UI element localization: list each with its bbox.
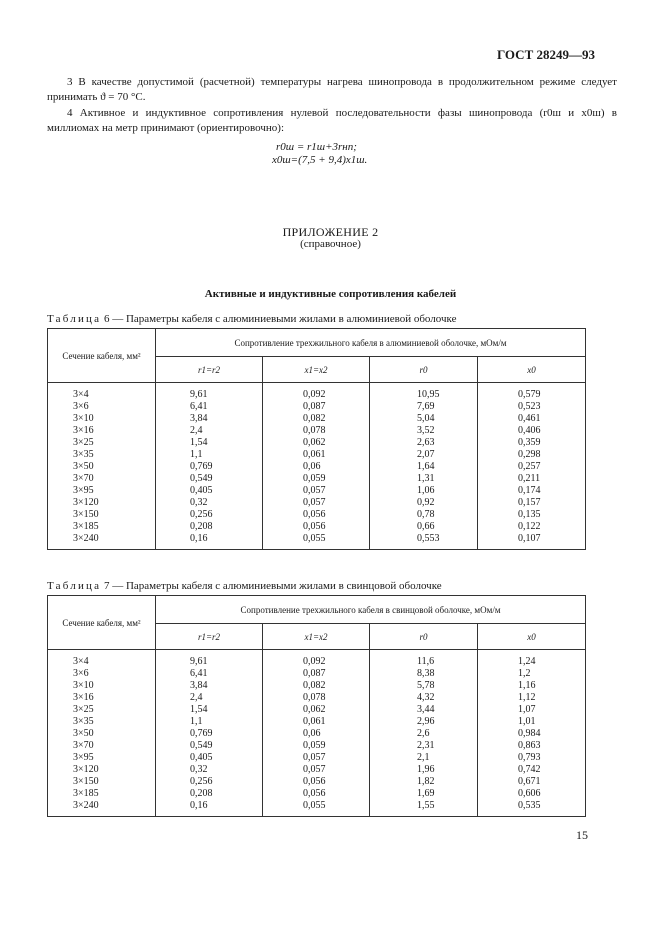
table-cell: 0,057	[303, 485, 326, 496]
table-cell: 3,84	[190, 413, 208, 424]
table-cell: 0,057	[303, 497, 326, 508]
table-cell: 1,1	[190, 449, 203, 460]
table-cell: 0,671	[518, 776, 541, 787]
table-cell: 0,742	[518, 764, 541, 775]
section-column-header: Сечение кабеля, мм²	[48, 329, 156, 383]
table-cell: 6,41	[190, 401, 208, 412]
formula-x0: x0ш=(7,5 + 9,4)x1ш.	[272, 154, 368, 166]
table-cell: 0,405	[190, 485, 213, 496]
table-7-caption-text: 7 — Параметры кабеля с алюминиевыми жилами в свинцовой оболочке	[103, 580, 442, 592]
r1-column	[156, 650, 263, 817]
table-cell: 1,12	[518, 692, 536, 703]
table-cell: 0,256	[190, 509, 213, 520]
col-r1-header: r1=r2	[156, 624, 263, 650]
table-cell: 3×95	[73, 752, 94, 763]
table-cell: 3×150	[73, 776, 99, 787]
table-cell: 1,2	[518, 668, 531, 679]
table-cell: 0,062	[303, 437, 326, 448]
table-cell: 0,16	[190, 800, 208, 811]
table-cell: 1,06	[417, 485, 435, 496]
table-cell: 3×4	[73, 656, 89, 667]
table-cell: 2,07	[417, 449, 435, 460]
table-cell: 2,4	[190, 692, 203, 703]
table-cell: 0,056	[303, 521, 326, 532]
table-cell: 3×25	[73, 704, 94, 715]
table-cell: 3×4	[73, 389, 89, 400]
col-r0-header: r0	[370, 357, 478, 383]
table-cell: 3×240	[73, 800, 99, 811]
table-cell: 0,061	[303, 449, 326, 460]
note-4: 4 Активное и индуктивное сопротивления нулевой последовательности фазы шинопровода (r0ш и x0ш) в миллиомах на метр принимают (ориентировочно):	[47, 107, 617, 134]
section-column	[48, 650, 156, 817]
table-cell: 0,549	[190, 740, 213, 751]
table-cell: 0,092	[303, 656, 326, 667]
table-cell: 5,04	[417, 413, 435, 424]
table-cell: 5,78	[417, 680, 435, 691]
table-cell: 0,298	[518, 449, 541, 460]
table-cell: 0,135	[518, 509, 541, 520]
table-cell: 0,208	[190, 788, 213, 799]
table-6	[47, 328, 586, 550]
table-cell: 1,69	[417, 788, 435, 799]
table-cell: 0,359	[518, 437, 541, 448]
table-cell: 0,208	[190, 521, 213, 532]
table-cell: 0,06	[303, 728, 321, 739]
table-6-caption	[47, 313, 456, 325]
table-cell: 0,92	[417, 497, 435, 508]
table-cell: 0,057	[303, 764, 326, 775]
col-x0-header: x0	[478, 357, 586, 383]
table-cell: 3×50	[73, 461, 94, 472]
table-cell: 0,461	[518, 413, 541, 424]
group-header: Сопротивление трехжильного кабеля в алюминиевой оболочке, мОм/м	[156, 329, 586, 357]
table-cell: 0,055	[303, 533, 326, 544]
table-cell: 3×6	[73, 668, 89, 679]
table-cell: 3×16	[73, 425, 94, 436]
formula-r0: r0ш = r1ш+3rнп;	[276, 141, 357, 153]
table-cell: 0,174	[518, 485, 541, 496]
table-cell: 4,32	[417, 692, 435, 703]
table-cell: 9,61	[190, 656, 208, 667]
table-cell: 3×70	[73, 740, 94, 751]
table-cell: 3,84	[190, 680, 208, 691]
table-cell: 0,606	[518, 788, 541, 799]
table-cell: 3×150	[73, 509, 99, 520]
table-cell: 3×35	[73, 449, 94, 460]
table-cell: 0,122	[518, 521, 541, 532]
table-6-caption-text: 6 — Параметры кабеля с алюминиевыми жилами в алюминиевой оболочке	[103, 313, 457, 325]
x0-column	[478, 383, 586, 550]
r1-column	[156, 383, 263, 550]
table-cell: 2,6	[417, 728, 430, 739]
table-cell: 0,056	[303, 776, 326, 787]
table-cell: 2,96	[417, 716, 435, 727]
document-code: ГОСТ 28249—93	[496, 47, 595, 62]
table-cell: 0,257	[518, 461, 541, 472]
table-cell: 0,32	[190, 764, 208, 775]
table-cell: 0,062	[303, 704, 326, 715]
table-cell: 3,44	[417, 704, 435, 715]
table-cell: 3×185	[73, 788, 99, 799]
table-cell: 0,66	[417, 521, 435, 532]
table-cell: 3×120	[73, 497, 99, 508]
group-header: Сопротивление трехжильного кабеля в свинцовой оболочке, мОм/м	[156, 596, 586, 624]
table-cell: 3×70	[73, 473, 94, 484]
table-cell: 0,056	[303, 788, 326, 799]
table-cell: 3×16	[73, 692, 94, 703]
col-x1-header: x1=x2	[263, 357, 370, 383]
x0-column	[478, 650, 586, 817]
table-cell: 3×10	[73, 680, 94, 691]
table-cell: 3×35	[73, 716, 94, 727]
table-cell: 3×10	[73, 413, 94, 424]
table-cell: 0,793	[518, 752, 541, 763]
col-x0-header: x0	[478, 624, 586, 650]
table-cell: 0,057	[303, 752, 326, 763]
table-cell: 0,211	[518, 473, 541, 484]
annex-subtitle: (справочное)	[300, 238, 361, 250]
table-cell: 1,54	[190, 437, 208, 448]
table-cell: 2,1	[417, 752, 430, 763]
table-cell: 1,82	[417, 776, 435, 787]
table-cell: 9,61	[190, 389, 208, 400]
table-cell: 3,52	[417, 425, 435, 436]
table-cell: 0,405	[190, 752, 213, 763]
table-cell: 0,863	[518, 740, 541, 751]
table-cell: 0,056	[303, 509, 326, 520]
table-cell: 2,63	[417, 437, 435, 448]
table-cell: 1,96	[417, 764, 435, 775]
table-6-caption-prefix: Таблица	[47, 313, 102, 325]
page-number: 15	[576, 828, 588, 842]
x1-column	[263, 650, 370, 817]
table-cell: 0,78	[417, 509, 435, 520]
table-cell: 3×185	[73, 521, 99, 532]
col-r1-header: r1=r2	[156, 357, 263, 383]
table-cell: 0,256	[190, 776, 213, 787]
table-cell: 1,55	[417, 800, 435, 811]
r0-column	[370, 383, 478, 550]
table-cell: 1,16	[518, 680, 536, 691]
table-cell: 3×240	[73, 533, 99, 544]
col-r0-header: r0	[370, 624, 478, 650]
annex-title: ПРИЛОЖЕНИЕ 2	[282, 225, 379, 239]
table-cell: 0,078	[303, 425, 326, 436]
table-cell: 0,059	[303, 740, 326, 751]
table-cell: 3×50	[73, 728, 94, 739]
table-cell: 0,055	[303, 800, 326, 811]
table-cell: 7,69	[417, 401, 435, 412]
table-cell: 1,54	[190, 704, 208, 715]
section-title: Активные и индуктивные сопротивления кабелей	[204, 288, 457, 300]
table-cell: 0,059	[303, 473, 326, 484]
table-cell: 3×25	[73, 437, 94, 448]
table-cell: 0,087	[303, 668, 326, 679]
table-cell: 0,082	[303, 413, 326, 424]
table-7	[47, 595, 586, 817]
table-cell: 0,769	[190, 728, 213, 739]
table-cell: 0,082	[303, 680, 326, 691]
table-cell: 6,41	[190, 668, 208, 679]
table-cell: 0,06	[303, 461, 321, 472]
table-cell: 0,523	[518, 401, 541, 412]
table-cell: 0,535	[518, 800, 541, 811]
table-cell: 0,078	[303, 692, 326, 703]
table-cell: 1,24	[518, 656, 536, 667]
table-cell: 0,984	[518, 728, 541, 739]
section-column	[48, 383, 156, 550]
table-cell: 0,32	[190, 497, 208, 508]
table-cell: 0,579	[518, 389, 541, 400]
section-column-header: Сечение кабеля, мм²	[48, 596, 156, 650]
table-cell: 0,549	[190, 473, 213, 484]
table-cell: 0,061	[303, 716, 326, 727]
table-cell: 0,406	[518, 425, 541, 436]
table-cell: 0,157	[518, 497, 541, 508]
table-cell: 8,38	[417, 668, 435, 679]
table-cell: 3×6	[73, 401, 89, 412]
table-cell: 1,64	[417, 461, 435, 472]
table-cell: 1,01	[518, 716, 536, 727]
table-cell: 0,087	[303, 401, 326, 412]
table-cell: 0,769	[190, 461, 213, 472]
table-7-caption-prefix: Таблица	[47, 580, 102, 592]
table-cell: 1,07	[518, 704, 536, 715]
table-cell: 0,16	[190, 533, 208, 544]
table-cell: 0,092	[303, 389, 326, 400]
table-cell: 1,31	[417, 473, 435, 484]
table-cell: 1,1	[190, 716, 203, 727]
table-cell: 3×120	[73, 764, 99, 775]
table-cell: 10,95	[417, 389, 440, 400]
table-cell: 2,4	[190, 425, 203, 436]
note-3: 3 В качестве допустимой (расчетной) температуры нагрева шинопровода в продолжительном режиме следует принимать ϑ = 70 °С.	[47, 76, 617, 103]
table-cell: 3×95	[73, 485, 94, 496]
table-cell: 2,31	[417, 740, 435, 751]
table-cell: 11,6	[417, 656, 435, 667]
table-7-caption	[47, 580, 442, 592]
r0-column	[370, 650, 478, 817]
table-cell: 0,553	[417, 533, 440, 544]
table-cell: 0,107	[518, 533, 541, 544]
x1-column	[263, 383, 370, 550]
col-x1-header: x1=x2	[263, 624, 370, 650]
